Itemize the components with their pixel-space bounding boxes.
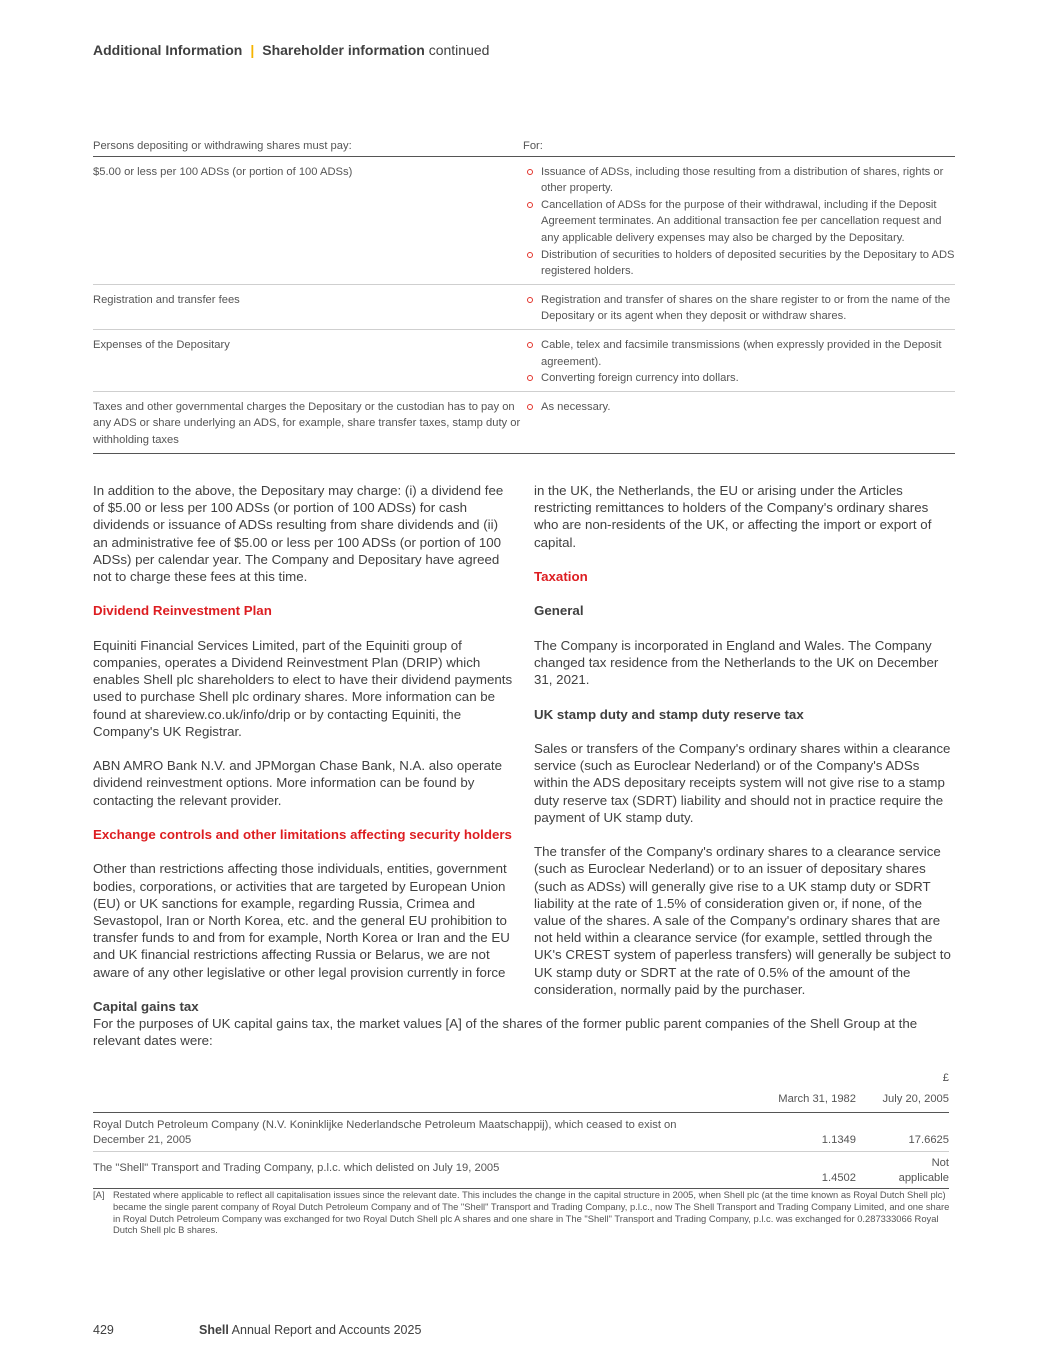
value-2005 [856, 1152, 949, 1189]
stamp-duty-paragraph-2: The transfer of the Company's ordinary shares to a clearance service (such as Euroclear Nederland) or to an issuer of depositary shares (such as ADSs) will generally give rise to a UK stamp duty or SDRT liability at the rate of 1.5% of consideration given or, if none, of the value of the shares. A sale of the Company's ordinary shares that are not held within a clearance service (for example, settled through the UK's CREST system of paperless transfers) will generally be subject to UK stamp duty or SDRT at the rate of 0.5% of the amount of the consideration, normally paid by the purchaser. [534, 844, 951, 997]
taxation-heading: Taxation [534, 569, 588, 584]
col-head-2005: July 20, 2005 [856, 1089, 949, 1113]
list-item: Distribution of securities to holders of deposited securities by the Depositary to ADS registered holders. [523, 247, 955, 280]
company-name: Royal Dutch Petroleum Company (N.V. Koninklijke Nederlandsche Petroleum Maatschappij), which ceased to exist on December 21, 2005 [93, 1113, 761, 1152]
capital-gains-section [93, 998, 955, 1050]
depositary-fee-table [93, 136, 955, 454]
page-number: 429 [93, 1323, 114, 1337]
company-name: The "Shell" Transport and Trading Company, p.l.c. which delisted on July 19, 2005 [93, 1152, 761, 1189]
drip-paragraph-2: ABN AMRO Bank N.V. and JPMorgan Chase Bank, N.A. also operate dividend reinvestment options. More information can be found by contacting the relevant provider. [93, 758, 502, 808]
fee-cell: Taxes and other governmental charges the Depositary or the custodian has to pay on any ADS or share underlying an ADS, for example, share transfer taxes, stamp duty or withholding taxes [93, 391, 523, 453]
page-footer [93, 1323, 421, 1337]
general-paragraph: The Company is incorporated in England and Wales. The Company changed tax residence from the Netherlands to the UK on December 31, 2021. [534, 637, 939, 688]
fee-cell: $5.00 or less per 100 ADSs (or portion of 100 ADSs) [93, 156, 523, 284]
exchange-heading: Exchange controls and other limitations affecting security holders [93, 827, 512, 842]
table-row [93, 1113, 949, 1152]
footnote-tag: [A] [93, 1189, 105, 1200]
value-2005: 17.6625 [856, 1113, 949, 1152]
page-header [93, 42, 489, 58]
capital-gains-intro: For the purposes of UK capital gains tax, the market values [A] of the shares of the former public parent companies of the Shell Group at the relevant dates were: [93, 1016, 918, 1049]
purpose-cell [523, 284, 955, 329]
header-subsection: Shareholder information [262, 42, 425, 58]
value-1982: 1.4502 [761, 1152, 856, 1189]
capital-gains-heading: Capital gains tax [93, 999, 199, 1014]
drip-heading: Dividend Reinvestment Plan [93, 603, 272, 619]
fee-cell: Expenses of the Depositary [93, 329, 523, 391]
drip-paragraph-1: Equiniti Financial Services Limited, part of the Equiniti group of companies, operates a Dividend Reinvestment Plan (DRIP) which enables Shell plc shareholders to elect to have their dividend payments used to purchase Shell plc ordinary shares. More information can be found at shareview.co.uk/info/drip or by contacting Equiniti, the Company's UK Registrar. [93, 637, 513, 739]
footer-report-title: Annual Report and Accounts 2025 [231, 1323, 422, 1337]
left-column [93, 482, 515, 998]
list-item: Cable, telex and facsimile transmissions (when expressly provided in the Deposit agreement). [523, 337, 955, 370]
footer-brand: Shell [199, 1323, 229, 1337]
list-item: Cancellation of ADSs for the purpose of their withdrawal, including if the Deposit Agreement terminates. An additional transaction fee per cancellation request and any applicable delivery expenses may also be charged by the Depositary. [523, 197, 955, 247]
stamp-duty-paragraph-1: Sales or transfers of the Company's ordinary shares within a clearance service (such as Euroclear Nederland) or of the Company's ADSs within the ADS depositary receipts system will not give rise to a stamp duty reserve tax (SDRT) liability and should not in practice require the payment of UK stamp duty. [534, 740, 951, 825]
stamp-duty-heading: UK stamp duty and stamp duty reserve tax [534, 706, 804, 722]
col-head-1982: March 31, 1982 [761, 1089, 856, 1113]
value-2005-text: Not applicable [898, 1157, 949, 1184]
right-column [534, 482, 956, 1015]
header-separator: | [250, 42, 255, 58]
header-section: Additional Information [93, 42, 243, 58]
table-row [93, 1152, 949, 1189]
value-1982: 1.1349 [761, 1113, 856, 1152]
purpose-cell [523, 329, 955, 391]
list-item: Registration and transfer of shares on the share register to or from the name of the Depositary or its agent when they deposit or withdraw shares. [523, 292, 955, 325]
header-continued: continued [428, 42, 490, 58]
list-item: Converting foreign currency into dollars. [523, 370, 955, 387]
fee-col-head-2: For: [523, 136, 955, 156]
market-values-table [93, 1068, 949, 1189]
table-row [93, 284, 955, 329]
list-item: As necessary. [523, 399, 955, 416]
table-row [93, 329, 955, 391]
general-heading: General [534, 603, 584, 619]
intro-paragraph: In addition to the above, the Depositary may charge: (i) a dividend fee of $5.00 or less per 100 ADSs (or portion of 100 ADSs) for cash dividends or issuance of ADSs resulting from share dividends and (ii) an administrative fee of $5.00 or less per 100 ADSs (or portion of 100 ADSs) per calendar year. The Company and Depositary have agreed not to charge these fees at this time. [93, 483, 504, 585]
footnote [93, 1189, 955, 1236]
purpose-cell [523, 156, 955, 284]
currency-label: £ [942, 1072, 949, 1084]
exchange-paragraph-cont: in the UK, the Netherlands, the EU or arising under the Articles restricting remittances to holders of the Company's ordinary shares who are non-residents of the UK, or affecting the import or export of capital. [534, 483, 932, 550]
footnote-text: Restated where applicable to reflect all capitalisation issues since the relevant date. This includes the change in the capital structure in 2005, when Shell plc (at the time known as Royal Dutch Shell plc) became the single parent company of Royal Dutch Petroleum Company and of The "Shell" Transport and Trading Company, p.l.c., now The Shell Transport and Trading Company Limited, and one share in Royal Dutch Petroleum Company was exchanged for two Royal Dutch Shell plc A shares and one share in The "Shell" Transport and Trading Company, p.l.c. was exchanged for 0.287333066 Royal Dutch Shell plc B shares. [113, 1189, 950, 1236]
fee-col-head-1: Persons depositing or withdrawing shares must pay: [93, 136, 523, 156]
fee-cell: Registration and transfer fees [93, 284, 523, 329]
purpose-cell [523, 391, 955, 453]
table-row [93, 156, 955, 284]
table-row [93, 391, 955, 453]
list-item: Issuance of ADSs, including those resulting from a distribution of shares, rights or other property. [523, 164, 955, 197]
exchange-paragraph: Other than restrictions affecting those individuals, entities, government bodies, corporations, or activities that are targeted by European Union (EU) or UK sanctions for example, regarding Russia, Crimea and Sevastopol, Iran or North Korea, etc. and the general EU prohibition to transfer funds to and from for example, North Korea or Iran and the EU and UK financial restrictions affecting Russia or Belarus, we are not aware of any other legislative or other legal provision currently in force [93, 861, 510, 980]
